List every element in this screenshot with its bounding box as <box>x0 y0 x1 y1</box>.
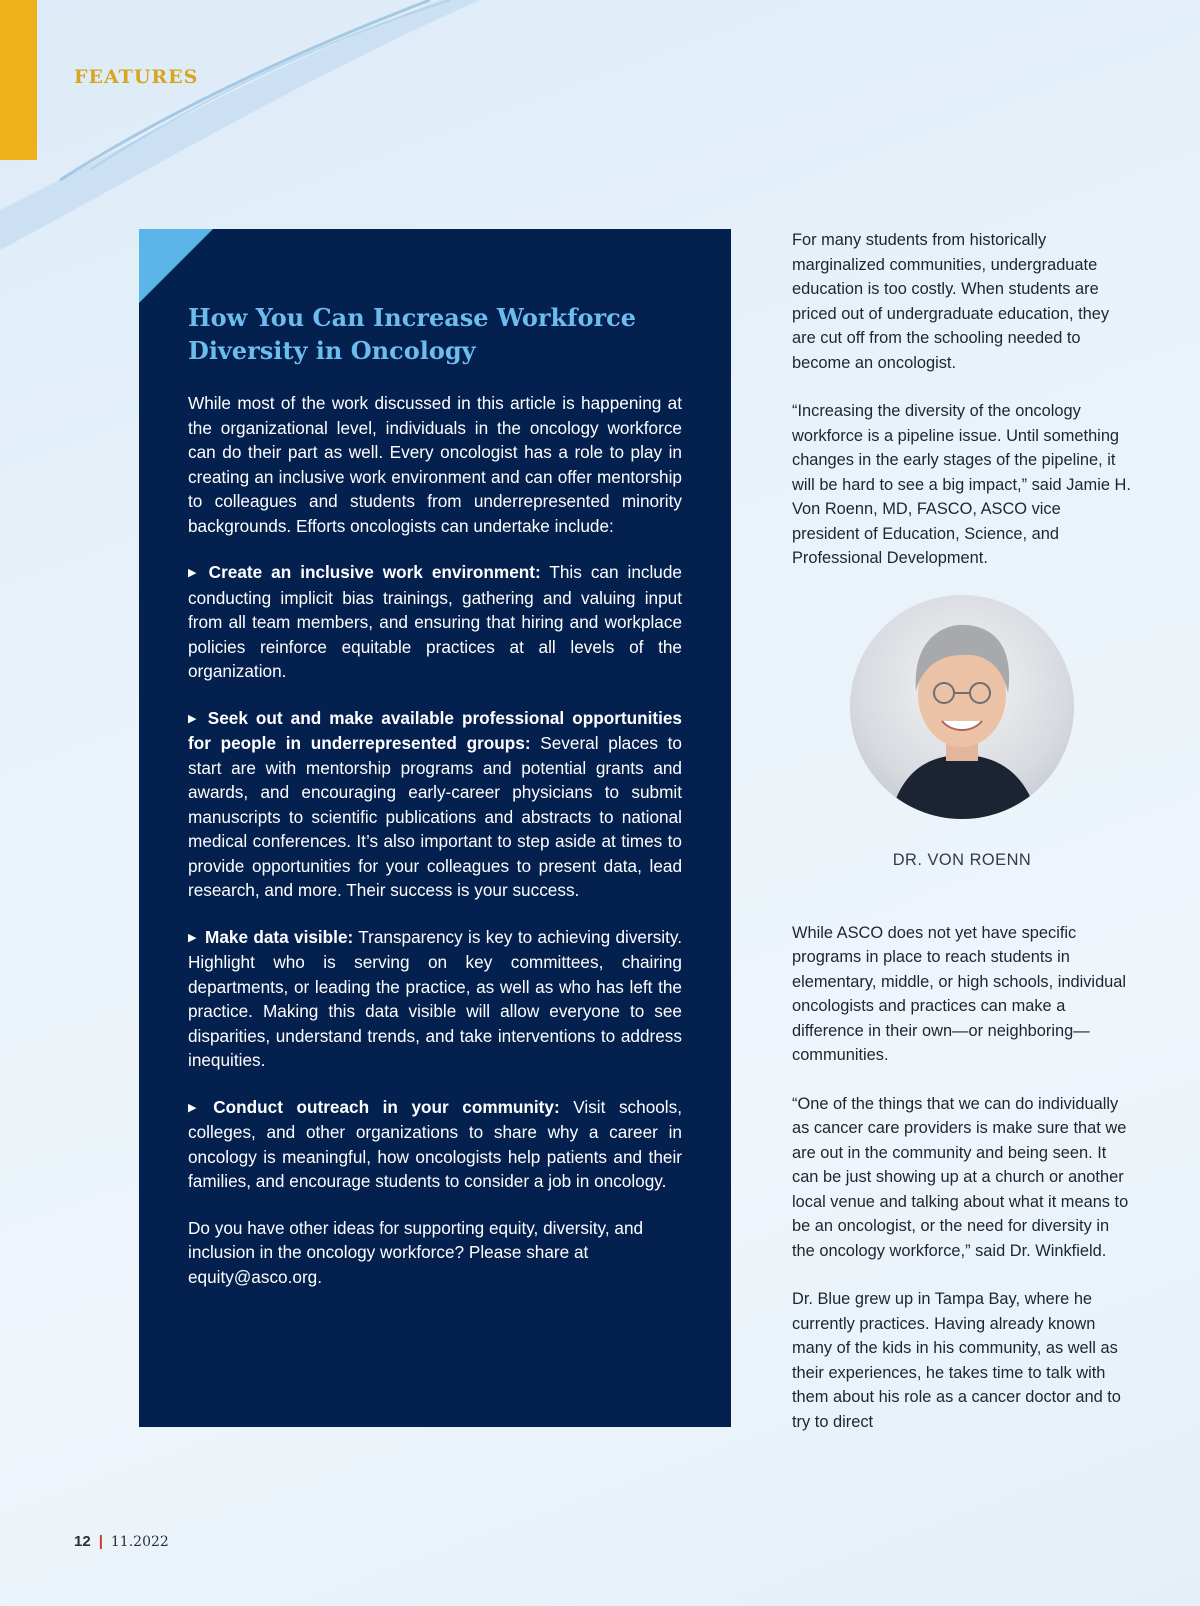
bullet-text: Visit schools, colleges, and other organizations to share why a career in oncology is meaningful, how oncologists help patients and their families, and encourage students to consider a job in oncology. <box>188 1096 682 1191</box>
article-paragraph: “Increasing the diversity of the oncology workforce is a pipeline issue. Until something changes in the early stages of the pipeline, it will be hard to see a big impact,” said Jamie H. Von Roenn, MD, FASCO, ASCO vice president of Education, Science, and Professional Development. <box>792 402 1131 567</box>
bullet-heading: Seek out and make available professional opportunities for people in underrepresented groups: <box>188 707 682 753</box>
bullet-arrow-icon: ▶ <box>188 712 200 725</box>
article-paragraph: “One of the things that we can do individually as cancer care providers is make sure that we are out in the community and being seen. It can be just showing up at a church or another local venue and talking about what it means to be an oncologist, or the need for diversity in the oncology workforce,” said Dr. Winkfield. <box>792 1094 1129 1260</box>
sidebar-closing: Do you have other ideas for supporting equity, diversity, and inclusion in the oncology workforce? Please share at equity@asco.org. <box>188 1217 644 1287</box>
bullet-arrow-icon: ▶ <box>188 567 201 579</box>
article-column <box>792 228 1132 1458</box>
page-number: 12 <box>74 1533 91 1550</box>
bullet-heading: Create an inclusive work environment: <box>208 562 541 582</box>
footer-separator: | <box>98 1533 103 1550</box>
bullet-text: Several places to start are with mentorship programs and potential grants and awards, and encouraging early-career physicians to submit manuscripts to scientific publications and abstracts to national medical conferences. It’s also important to step aside at times to provide opportunities for your colleagues to present data, lead research, and more. Their success is your success. <box>188 733 682 900</box>
portrait-photo <box>850 595 1074 819</box>
sidebar-bullet-item <box>188 925 682 1073</box>
bullet-heading: Conduct outreach in your community: <box>213 1096 560 1117</box>
article-paragraph: Dr. Blue grew up in Tampa Bay, where he currently practices. Having already known many of the kids in his community, as well as their experiences, he takes time to talk with them about his role as a cancer doctor and to try to direct <box>792 1290 1121 1431</box>
portrait-caption: DR. VON ROENN <box>892 851 1032 869</box>
page-footer <box>74 1533 169 1550</box>
article-paragraph: While ASCO does not yet have specific programs in place to reach students in elementary, middle, or high schools, individual oncologists and practices can make a difference in their own—or neighboring—communities. <box>792 923 1127 1064</box>
bullet-arrow-icon: ▶ <box>188 931 198 944</box>
bullet-arrow-icon: ▶ <box>188 1101 206 1114</box>
portrait-figure <box>792 595 1132 827</box>
sidebar-bullet-item <box>188 560 682 684</box>
bullet-heading: Make data visible: <box>205 926 354 947</box>
sidebar-box <box>139 229 731 1427</box>
section-label: FEATURES <box>74 66 199 88</box>
sidebar-bullet-item <box>188 1095 682 1194</box>
sidebar-intro: While most of the work discussed in this article is happening at the organizational level, individuals in the oncology workforce can do their part as well. Every oncologist has a role to play in creating an inclusive work environment and can offer mentorship to colleagues and students from underrepresented minority backgrounds. Efforts oncologists can undertake include: <box>188 393 682 536</box>
sidebar-title: How You Can Increase Workforce Diversity in Oncology <box>188 303 637 365</box>
article-paragraph: For many students from historically marginalized communities, undergraduate education is too costly. When students are priced out of undergraduate education, they are cut off from the schooling needed to become an oncologist. <box>792 231 1110 372</box>
bullet-text: This can include conducting implicit bias trainings, gathering and valuing input from all team members, and ensuring that hiring and workplace policies reinforce equitable practices at all levels of the organization. <box>188 562 682 681</box>
issue-date: 11.2022 <box>110 1534 169 1550</box>
background-swoosh <box>0 0 480 250</box>
bullet-text: Transparency is key to achieving diversity. Highlight who is serving on key committees, chairing departments, or leading the practice, as well as who has left the practice. Making this data visible will allow everyone to see disparities, understand trends, and take interventions to address inequities. <box>188 926 682 1070</box>
corner-fold-decoration <box>139 229 213 303</box>
sidebar-bullet-item <box>188 706 682 903</box>
section-accent-bar <box>0 0 37 160</box>
portrait-illustration <box>850 595 1074 819</box>
